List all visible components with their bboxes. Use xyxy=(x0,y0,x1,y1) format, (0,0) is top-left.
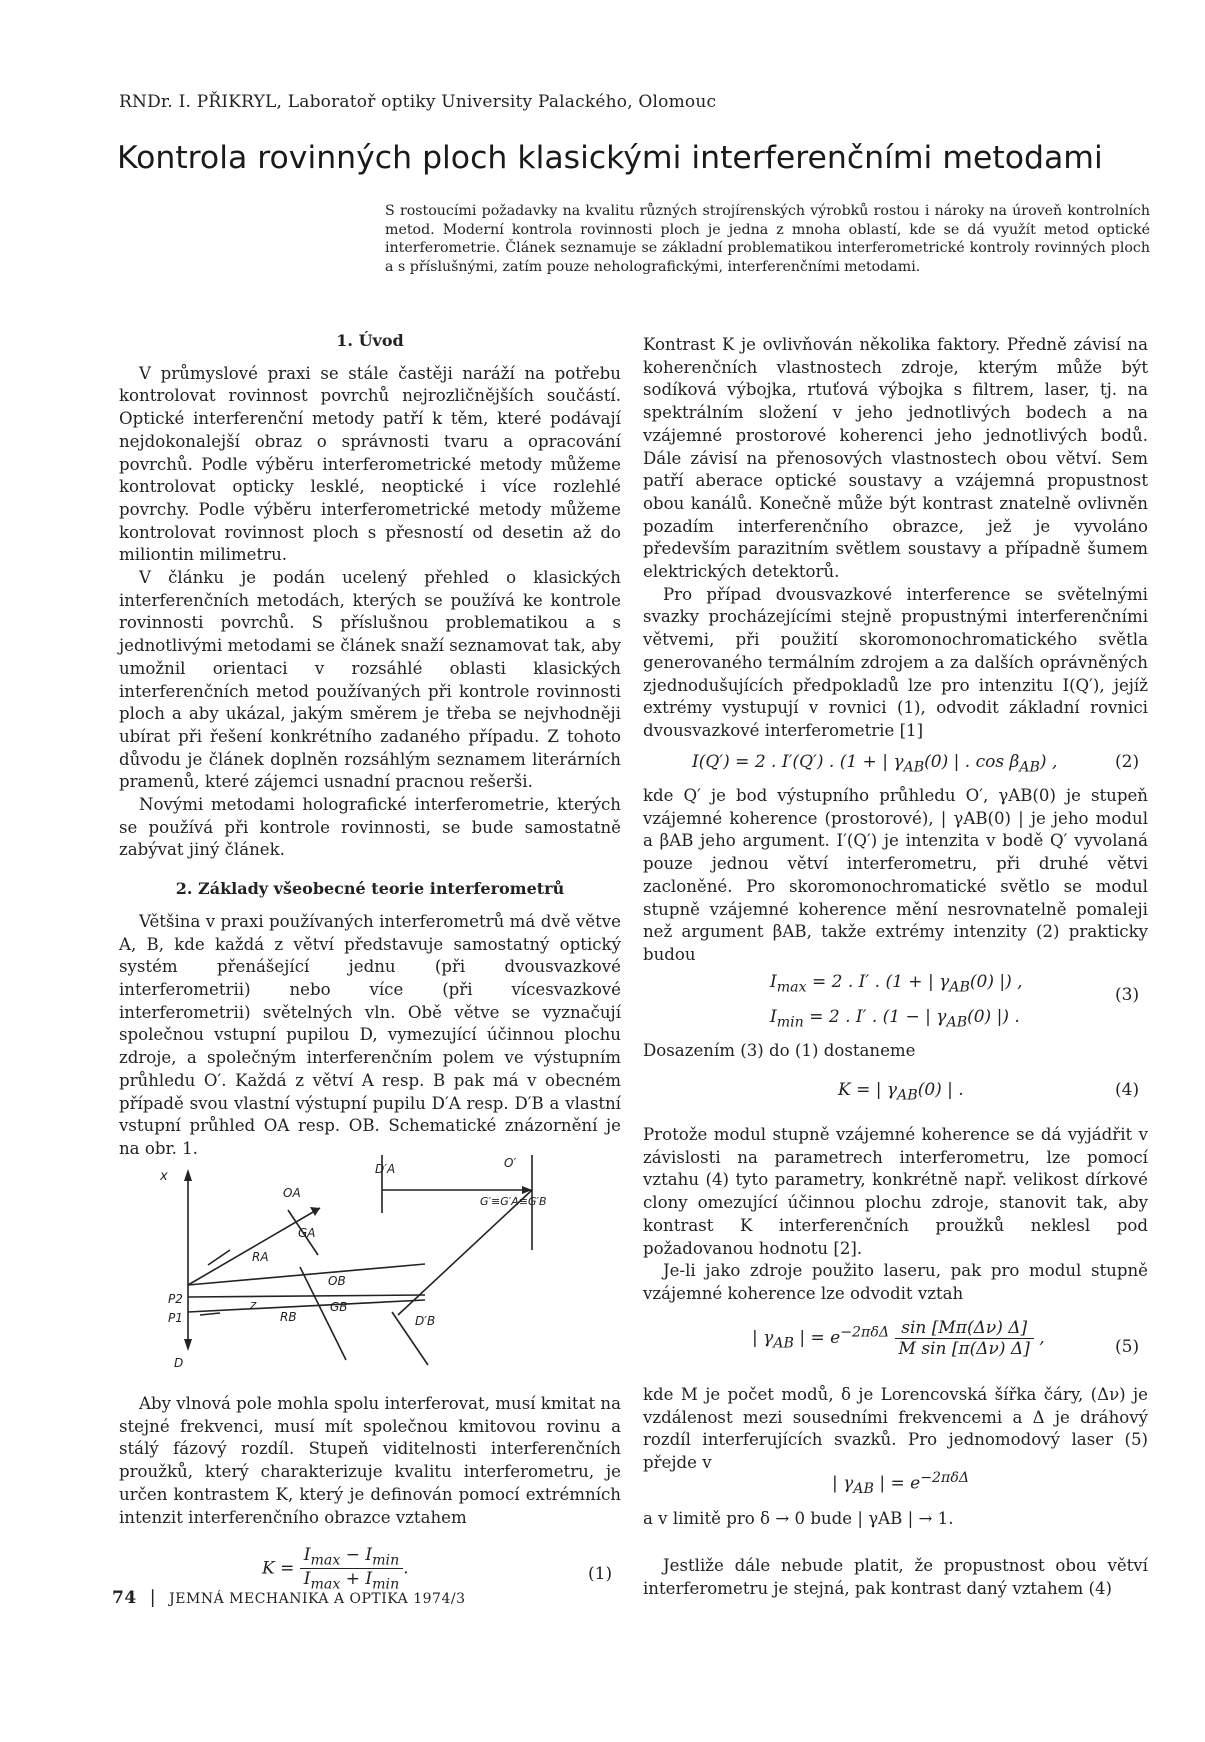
equation-4-number: (4) xyxy=(1115,1080,1140,1100)
left-column-top xyxy=(119,330,621,1161)
figure-label: P2 xyxy=(168,1292,183,1306)
page-footer xyxy=(112,1587,465,1608)
equation-1: K = $\frac{I_{max} - I_{min}}{I_{max} + I_{min}}$ . xyxy=(262,1545,409,1593)
equation-3: $I_{max} = 2$ . I′ . (1 + | $\gamma_{AB}(0)$ |) , $I_{min} = 2$ . I′ . (1 − | $\gamma_{AB}(0)$ |) . xyxy=(770,972,1023,1031)
journal-name: JEMNÁ MECHANIKA A OPTIKA 1974/3 xyxy=(169,1591,466,1607)
figure-label: D′A xyxy=(375,1162,396,1176)
figure-label: OB xyxy=(328,1274,346,1288)
paragraph: V článku je podán ucelený přehled o klasických interferenčních metodách, kterých se používá ke kontrole rovinnosti povrchů. S příslušnou problematikou a s jednotlivými metodami se článek snaží seznamovat tak, aby umožnil orientaci v rozsáhlé oblasti klasických interferenčních metod používaných při kontrole rovinnosti ploch a aby ukázal, jakým směrem je třeba se nejvhodněji ubírat při řešení konkrétního zadaného případu. Z tohoto důvodu je článek doplněn rozsáhlým seznamem literárních pramenů, které zájemci usnadní pracnou rešerši. xyxy=(119,568,621,792)
equation-2-number: (2) xyxy=(1115,752,1140,772)
figure-label: x xyxy=(160,1169,168,1184)
right-column-p9 xyxy=(643,1555,1148,1600)
figure-label: G′≡G′A≡G′B xyxy=(480,1195,547,1208)
right-column-lower xyxy=(643,1124,1148,1306)
paragraph: kde M je počet modů, δ je Lorencovská šířka čáry, (Δν) je vzdálenost mezi sousedními frekvencemi a Δ je dráhový rozdíl interferujících svazků. Pro jednomodový laser (5) přejde v xyxy=(643,1385,1148,1473)
figure-label: D′B xyxy=(415,1314,436,1328)
figure-label: GB xyxy=(330,1300,348,1314)
paragraph: kde Q′ je bod výstupního průhledu O′, γAB(0) je stupeň vzájemné koherence (prostorové), | γAB(0) | je jeho modul a βAB jeho argument. I′(Q′) je intenzita v bodě Q′ vyvolaná pouze jednou větví interferometru, při druhé větvi zacloněné. Pro skoromonochromatické světlo se modul stupně vzájemné koherence mění nesrovnatelně pomaleji než argument βAB, takže extrémy intenzity (2) prakticky budou xyxy=(643,786,1148,964)
paragraph: Aby vlnová pole mohla spolu interferovat, musí kmitat na stejné frekvenci, musí mít společnou kmitovou rovinu a stálý fázový rozdíl. Stupeň viditelnosti interferenčních proužků, který charakterizuje kvalitu interferometru, je určen kontrastem K, který je definován pomocí extrémních intenzit interferenčního obrazce vztahem xyxy=(119,1394,621,1527)
figure-label: RB xyxy=(280,1310,297,1324)
figure-label: O′ xyxy=(504,1156,517,1170)
paragraph: Pro případ dvousvazkové interference se světelnými svazky procházejícími stejně propustnými interferenčními větvemi, při použití skoromonochromatického světla generovaného termálním zdrojem a za dalších oprávněných zjednodušujících předpokladů lze pro intenzitu I(Q′), jejíž extrémy vystupují v rovnici (1), odvodit základní rovnici dvousvazkové interferometrie [1] xyxy=(643,584,1148,740)
article-title: Kontrola rovinných ploch klasickými interferenčními metodami xyxy=(117,140,1103,176)
equation-2: I(Q′) = 2 . I′(Q′) . (1 + | $\gamma_{AB}(0)$ | . $\cos \beta_{AB}$) , xyxy=(692,752,1058,776)
left-column-bottom xyxy=(119,1393,621,1529)
paragraph: Jestliže dále nebude platit, že propustnost obou větví interferometru je stejná, pak kontrast daný vztahem (4) xyxy=(643,1556,1148,1598)
figure-label: RA xyxy=(252,1250,269,1264)
equation-6: | $\gamma_{AB}$ | = $e^{-2\pi\delta\Delta}$ xyxy=(832,1470,970,1498)
figure-label: OA xyxy=(283,1186,301,1200)
section-2-heading: 2. Základy všeobecné teorie interferometrů xyxy=(175,879,565,899)
right-column-p4 xyxy=(643,1040,1148,1063)
equation-4: K = | $\gamma_{AB}(0)$ | . xyxy=(838,1080,964,1104)
section-1-heading: 1. Úvod xyxy=(336,331,404,350)
paragraph: Novými metodami holografické interferometrie, kterých se používá při kontrole rovinnosti, se bude samostatně zabývat jiný článek. xyxy=(119,795,621,860)
paragraph: V průmyslové praxi se stále častěji naráží na potřebu kontrolovat rovinnost povrchů nejrozličnějších součástí. Optické interferenční metody patří k těm, které podávají nejdokonalejší obraz o správnosti tvaru a opracování povrchů. Podle výběru interferometrické metody můžeme kontrolovat opticky lesklé, neoptické i více rozlehlé povrchy. Podle výběru interferometrické metody můžeme kontrolovat rovinnost ploch s přesností od desetin až do miliontin milimetru. xyxy=(119,363,621,565)
figure-1-interferometer-schematic xyxy=(160,1155,580,1385)
paragraph: Protože modul stupně vzájemné koherence se dá vyjádřit v závislosti na parametrech interferometru, lze pomocí vztahu (4) tyto parametry, konkrétně např. velikost dírkové clony omezující účinnou plochu zdroje, stanovit tak, aby kontrast K interferenčních proužků neklesl pod požadovanou hodnotu [2]. xyxy=(643,1125,1148,1258)
abstract: S rostoucími požadavky na kvalitu různých strojírenských výrobků rostou i nároky na úroveň kontrolních metod. Moderní kontrola rovinnosti ploch je jedna z mnoha oblastí, kde se dá využít metod optické interferometrie. Článek seznamuje se základní problematikou interferometrické kontroly rovinných ploch a s příslušnými, zatím pouze neholografickými, interferenčními metodami. xyxy=(385,203,1150,275)
equation-3-number: (3) xyxy=(1115,985,1140,1005)
equation-1-number: (1) xyxy=(588,1564,613,1584)
equation-5: | $\gamma_{AB}$ | = $e^{-2\pi\delta\Delta}$ $\frac{\sin [M\pi(\Delta\nu) \Delta]}{\text{M sin [π(Δν) Δ]}}$ , xyxy=(752,1318,1045,1359)
right-column-top xyxy=(643,334,1148,743)
page-number: 74 xyxy=(112,1588,137,1608)
figure-label: z xyxy=(250,1298,257,1312)
paragraph: Většina v praxi používaných interferometrů má dvě větve A, B, kde každá z větví představuje samostatný optický systém přenášející jednu (při dvousvazkové interferometrii) nebo více (při vícesvazkové interferometrii) světelných vln. Obě větve se vyznačují společnou vstupní pupilou D, vymezující účinnou plochu zdroje, a společným interferenčním polem ve výstupním průhledu O′. Každá z větví A resp. B pak má v obecném případě svou vlastní výstupní pupilu D′A resp. D′B a vlastní vstupní průhled OA resp. OB. Schematické znázornění je na obr. 1. xyxy=(119,911,621,1158)
paragraph: Kontrast K je ovlivňován několika faktory. Předně závisí na koherenčních vlastnostech zdroje, kterým může být sodíková výbojka, rtuťová výbojka s filtrem, laser, tj. na spektrálním složení v jeho jednotlivých bodech a na vzájemné prostorové koherenci jeho jednotlivých bodů. Dále závisí na přenosových vlastnostech obou větví. Sem patří aberace optické soustavy a vzájemná propustnost obou kanálů. Konečně může být kontrast znatelně ovlivněn pozadím interferenčního obrazce, jež je vyvoláno především parazitním světlem soustavy a případně šumem elektrických detektorů. xyxy=(643,335,1148,582)
paragraph: Dosazením (3) do (1) dostaneme xyxy=(643,1041,916,1060)
figure-label: GA xyxy=(298,1226,316,1240)
figure-label: D xyxy=(174,1356,184,1370)
footer-divider: | xyxy=(149,1587,157,1608)
author-line: RNDr. I. PŘIKRYL, Laboratoř optiky University Palackého, Olomouc xyxy=(119,92,717,112)
right-column-p8 xyxy=(643,1508,1148,1531)
paragraph: Je-li jako zdroje použito laseru, pak pro modul stupně vzájemné koherence lze odvodit vztah xyxy=(643,1261,1148,1303)
figure-label: P1 xyxy=(168,1311,183,1325)
paragraph: a v limitě pro δ → 0 bude | γAB | → 1. xyxy=(643,1509,954,1528)
right-column-middle xyxy=(643,785,1148,967)
right-column-p7 xyxy=(643,1384,1148,1475)
equation-5-number: (5) xyxy=(1115,1337,1140,1357)
